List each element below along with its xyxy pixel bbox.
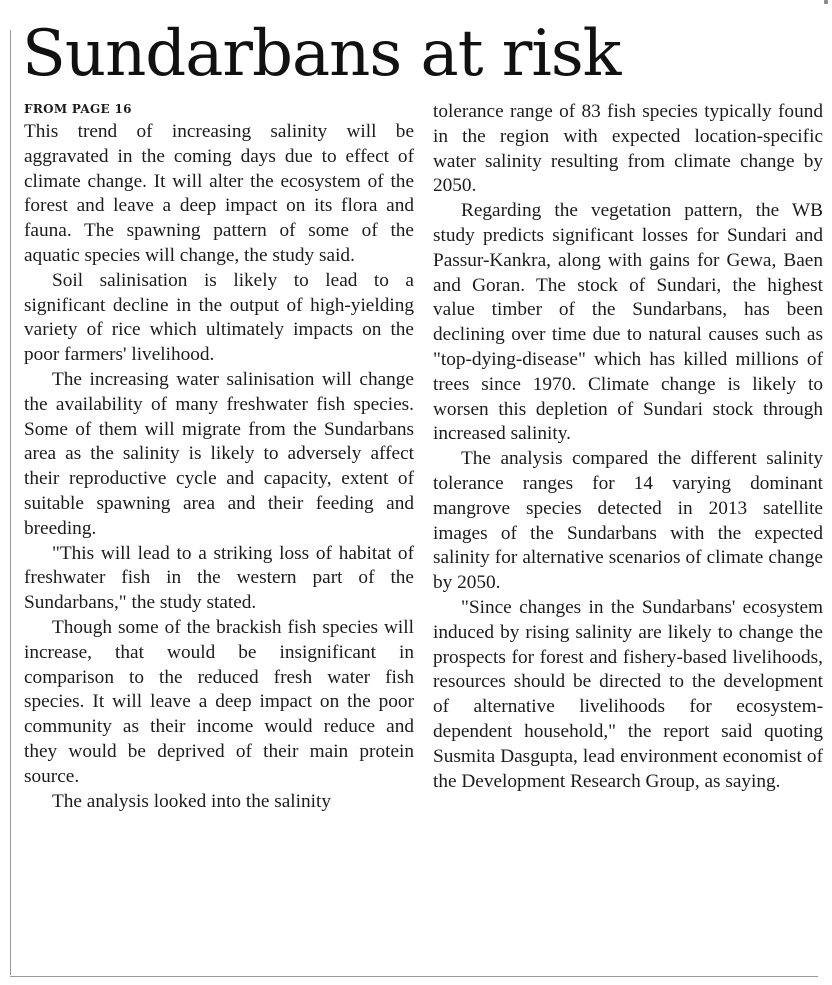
left-column-rule <box>10 30 11 975</box>
headline: Sundarbans at risk <box>22 17 621 91</box>
body-paragraph: Regarding the vegetation pattern, the WB study predicts significant losses for Sundari and Passur-Kankra, along with gains for Gewa, Baen and Goran. The stock of Sundari, the highest value timber of the Sundarbans, has been declining over time due to natural causes such as "top-dying-disease" which has killed millions of trees since 1970. Climate change is likely to worsen this depletion of Sundari stock through increased salinity. <box>433 200 823 445</box>
left-column <box>24 100 414 814</box>
corner-mark <box>824 0 828 4</box>
right-column <box>433 100 823 794</box>
body-paragraph: "This will lead to a striking loss of habitat of freshwater fish in the western part of the Sundarbans," the study stated. <box>24 542 414 614</box>
body-paragraph: Though some of the brackish fish species will increase, that would be insignificant in comparison to the reduced fresh water fish species. It will leave a deep impact on the poor community as their income would reduce and they would be deprived of their main protein source. <box>24 616 414 787</box>
body-paragraph: The increasing water salinisation will change the availability of many freshwater fish species. Some of them will migrate from the Sundarbans area as the salinity is likely to adversely affect their reproductive cycle and capacity, extent of suitable spawning area and their feeding and breeding. <box>24 368 414 539</box>
body-paragraph: The analysis looked into the salinity <box>52 790 331 812</box>
jump-line: FROM PAGE 16 <box>24 102 132 116</box>
bottom-rule <box>10 976 818 977</box>
body-paragraph: Soil salinisation is likely to lead to a significant decline in the output of high-yielding variety of rice which ultimately impacts on the poor farmers' livelihood. <box>24 269 414 366</box>
body-paragraph: The analysis compared the different salinity tolerance ranges for 14 varying dominant mangrove species detected in 2013 satellite images of the Sundarbans with the expected salinity for alternative scenarios of climate change by 2050. <box>433 448 823 594</box>
body-paragraph: tolerance range of 83 fish species typically found in the region with expected location-specific water salinity resulting from climate change by 2050. <box>433 101 823 197</box>
body-paragraph: "Since changes in the Sundarbans' ecosystem induced by rising salinity are likely to change the prospects for forest and fishery-based livelihoods, resources should be directed to the development of alternative livelihoods for ecosystem-dependent household," the report said quoting Susmita Dasgupta, lead environment economist of the Development Research Group, as saying. <box>433 596 823 792</box>
body-paragraph: This trend of increasing salinity will be aggravated in the coming days due to effect of climate change. It will alter the ecosystem of the forest and leave a deep impact on its flora and fauna. The spawning pattern of some of the aquatic species will change, the study said. <box>24 121 414 266</box>
